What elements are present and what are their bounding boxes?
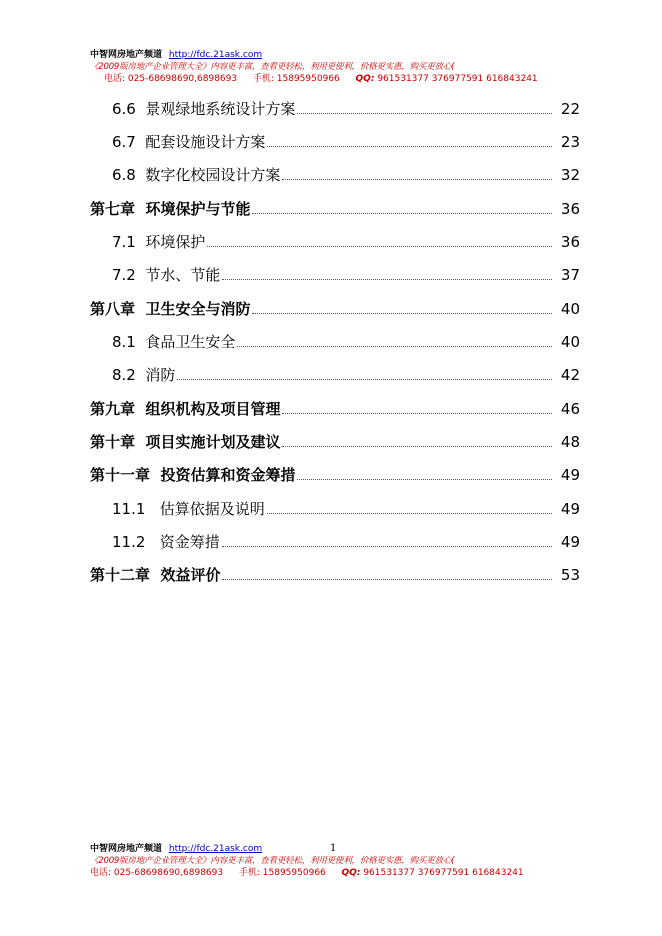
header-phone-label: 电话: <box>104 74 126 84</box>
toc-entry-page: 36 <box>560 200 580 218</box>
toc-entry-6-6[interactable] <box>112 98 580 120</box>
footer-mobile-label: 手机: <box>238 868 260 878</box>
toc-leader-dots <box>222 278 552 280</box>
toc-entry-number: 11.1 <box>112 500 146 518</box>
footer-page-number: 1 <box>330 843 337 854</box>
toc-entry-chapter-10[interactable] <box>90 431 580 453</box>
toc-leader-dots <box>282 178 552 180</box>
toc-entry-number: 第十二章 <box>90 566 151 584</box>
toc-entry-number: 8.2 <box>112 366 136 384</box>
toc-leader-dots <box>282 412 552 414</box>
toc-entry-page: 49 <box>560 466 580 484</box>
toc-entry-chapter-8[interactable] <box>90 298 580 320</box>
footer-qq-values: 961531377 376977591 616843241 <box>363 868 524 878</box>
toc-entry-page: 40 <box>560 300 580 318</box>
toc-leader-dots <box>237 345 552 347</box>
footer-phone: 025-68698690,6898693 <box>113 868 224 878</box>
header-contact-line <box>90 73 560 85</box>
toc-entry-chapter-9[interactable] <box>90 398 580 420</box>
toc-entry-6-7[interactable] <box>112 131 580 153</box>
toc-entry-page: 23 <box>560 133 580 151</box>
toc-leader-dots <box>267 145 552 147</box>
toc-entry-number: 7.1 <box>112 233 136 251</box>
toc-entry-page: 42 <box>560 366 580 384</box>
toc-leader-dots <box>252 312 552 314</box>
toc-entry-number: 第十章 <box>90 433 136 451</box>
header-site-name: 中智网房地产频道 <box>90 50 163 60</box>
toc-leader-dots <box>282 445 552 447</box>
toc-entry-title: 组织机构及项目管理 <box>145 400 281 418</box>
toc-entry-chapter-11[interactable] <box>90 464 580 486</box>
toc-leader-dots <box>297 112 552 114</box>
toc-entry-title: 资金筹措 <box>159 533 220 551</box>
toc-entry-number: 7.2 <box>112 266 136 284</box>
toc-leader-dots <box>267 512 552 514</box>
toc-entry-title: 消防 <box>145 366 176 384</box>
header-qq-label: QQ: <box>355 74 375 84</box>
toc-entry-number: 11.2 <box>112 533 146 551</box>
header-qq-values: 961531377 376977591 616843241 <box>377 74 538 84</box>
toc-leader-dots <box>177 378 552 380</box>
header-promo: 《2009版房地产企业管理大全》内容更丰富，查看更轻松，利用更便利，价格更实惠，购买更放心( <box>90 62 455 72</box>
toc-entry-number: 第七章 <box>90 200 136 218</box>
toc-leader-dots <box>207 245 552 247</box>
footer-contact-line <box>90 867 560 879</box>
toc-entry-8-2[interactable] <box>112 364 580 386</box>
toc-leader-dots <box>297 478 552 480</box>
toc-leader-dots <box>222 578 552 580</box>
footer-promo: 《2009版房地产企业管理大全》内容更丰富，查看更轻松，利用更便利，价格更实惠，购买更放心( <box>90 856 455 866</box>
toc-entry-page: 22 <box>560 100 580 118</box>
toc-entry-11-2[interactable] <box>112 531 580 553</box>
toc-entry-title: 数字化校园设计方案 <box>145 166 281 184</box>
toc-entry-number: 6.6 <box>112 100 136 118</box>
page-header <box>90 49 560 85</box>
toc-entry-title: 景观绿地系统设计方案 <box>145 100 296 118</box>
toc-entry-page: 40 <box>560 333 580 351</box>
footer-site-name: 中智网房地产频道 <box>90 844 163 854</box>
toc-leader-dots <box>252 212 552 214</box>
toc-entry-title: 环境保护与节能 <box>145 200 251 218</box>
toc-entry-number: 第八章 <box>90 300 136 318</box>
header-mobile-label: 手机: <box>252 74 274 84</box>
toc-entry-title: 项目实施计划及建议 <box>145 433 281 451</box>
toc-entry-7-1[interactable] <box>112 231 580 253</box>
page-footer <box>90 843 560 879</box>
toc-entry-number: 第十一章 <box>90 466 151 484</box>
footer-qq-label: QQ: <box>341 868 361 878</box>
toc-entry-8-1[interactable] <box>112 331 580 353</box>
toc-entry-page: 32 <box>560 166 580 184</box>
toc-entry-page: 37 <box>560 266 580 284</box>
toc-entry-title: 投资估算和资金筹措 <box>160 466 296 484</box>
toc-entry-page: 49 <box>560 500 580 518</box>
toc-entry-title: 环境保护 <box>145 233 206 251</box>
toc-entry-11-1[interactable] <box>112 498 580 520</box>
footer-phone-label: 电话: <box>90 868 112 878</box>
header-phone: 025-68698690,6898693 <box>127 74 238 84</box>
footer-site-line <box>90 843 560 855</box>
toc-entry-page: 46 <box>560 400 580 418</box>
toc-leader-dots <box>222 545 552 547</box>
toc-entry-page: 36 <box>560 233 580 251</box>
toc-entry-number: 6.8 <box>112 166 136 184</box>
toc-entry-6-8[interactable] <box>112 164 580 186</box>
toc-entry-title: 估算依据及说明 <box>159 500 265 518</box>
toc-entry-title: 食品卫生安全 <box>145 333 236 351</box>
toc-entry-page: 53 <box>560 566 580 584</box>
toc-entry-title: 节水、节能 <box>145 266 221 284</box>
toc-entry-page: 49 <box>560 533 580 551</box>
footer-mobile: 15895950966 <box>262 868 326 878</box>
footer-url-link[interactable]: http://fdc.21ask.com <box>168 844 263 854</box>
toc-entry-title: 卫生安全与消防 <box>145 300 251 318</box>
toc-entry-chapter-12[interactable] <box>90 564 580 586</box>
header-url-link[interactable]: http://fdc.21ask.com <box>168 50 263 60</box>
toc-entry-title: 配套设施设计方案 <box>145 133 266 151</box>
toc-entry-chapter-7[interactable] <box>90 198 580 220</box>
header-site-line <box>90 49 560 61</box>
header-mobile: 15895950966 <box>276 74 340 84</box>
toc-entry-page: 48 <box>560 433 580 451</box>
toc-entry-7-2[interactable] <box>112 264 580 286</box>
toc-entry-number: 8.1 <box>112 333 136 351</box>
toc-entry-title: 效益评价 <box>160 566 221 584</box>
toc-entry-number: 6.7 <box>112 133 136 151</box>
toc-entry-number: 第九章 <box>90 400 136 418</box>
